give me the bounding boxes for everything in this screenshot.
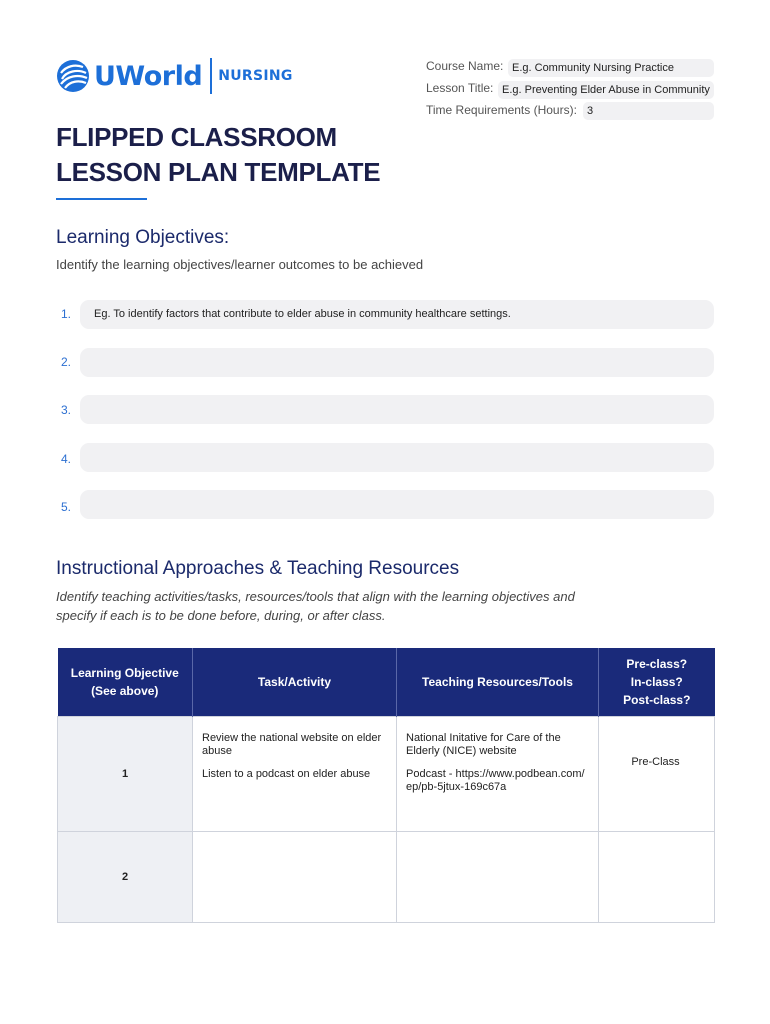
page-title-line1: FLIPPED CLASSROOM (56, 122, 337, 152)
header-timing (599, 648, 715, 717)
objective-number: 1. (61, 307, 72, 321)
resource-text: National Initative for Care of the Elderly (NICE) website (406, 732, 561, 757)
objective-field-1[interactable]: Eg. To identify factors that contribute to elder abuse in community healthcare settings. (80, 300, 714, 329)
header-objective-line2: (See above) (91, 684, 159, 698)
task-text: Listen to a podcast on elder abuse (202, 768, 371, 780)
task-cell[interactable] (193, 717, 397, 832)
table-header-row (58, 648, 715, 717)
objective-number: 5. (61, 500, 72, 514)
instructional-heading: Instructional Approaches & Teaching Resources (56, 558, 460, 579)
page-title-line2: LESSON PLAN TEMPLATE (56, 157, 381, 187)
objective-number: 3. (61, 403, 72, 417)
logo-division-text: NURSING (218, 68, 293, 84)
course-name-field[interactable]: E.g. Community Nursing Practice (508, 59, 714, 77)
header-objective-line1: Learning Objective (70, 666, 179, 680)
lesson-plan-table (57, 648, 715, 923)
learning-objectives-heading: Learning Objectives: (56, 227, 230, 248)
title-underline (56, 198, 147, 200)
header-learning-objective (58, 648, 193, 717)
resource-text: Podcast - https://www.podbean.com/ep/pb-5jtux-169c67a (406, 768, 585, 793)
timing-cell[interactable] (599, 832, 715, 923)
objective-field-3[interactable] (80, 395, 714, 424)
header-timing-line1: Pre-class? (626, 657, 688, 671)
resources-cell[interactable] (397, 717, 599, 832)
table-row (58, 717, 715, 832)
header-task-activity: Task/Activity (193, 648, 397, 717)
instructional-subheading-line1: Identify teaching activities/tasks, resources/tools that align with the learning objectives and (56, 589, 575, 604)
objective-cell[interactable]: 2 (58, 832, 193, 923)
page-title (56, 120, 380, 190)
lesson-title-label: Lesson Title: (426, 81, 494, 95)
time-requirements-field[interactable]: 3 (583, 102, 714, 120)
objective-field-5[interactable] (80, 490, 714, 519)
objective-cell[interactable]: 1 (58, 717, 193, 832)
time-requirements-label: Time Requirements (Hours): (426, 103, 577, 117)
logo-divider (210, 58, 212, 94)
objective-number: 4. (61, 452, 72, 466)
instructional-subheading (56, 587, 575, 625)
brand-logo (56, 56, 293, 96)
lesson-title-field[interactable]: E.g. Preventing Elder Abuse in Community (498, 81, 714, 99)
learning-objectives-subheading: Identify the learning objectives/learner outcomes to be achieved (56, 257, 424, 272)
course-name-label: Course Name: (426, 59, 504, 73)
task-cell[interactable] (193, 832, 397, 923)
header-timing-line2: In-class? (630, 675, 683, 689)
header-teaching-resources: Teaching Resources/Tools (397, 648, 599, 717)
header-timing-line3: Post-class? (623, 693, 691, 707)
logo-brand-text: UWorld (94, 60, 203, 92)
timing-text: Pre-Class (631, 756, 680, 768)
objective-field-2[interactable] (80, 348, 714, 377)
timing-cell[interactable] (599, 717, 715, 832)
resources-cell[interactable] (397, 832, 599, 923)
objective-number: 2. (61, 355, 72, 369)
objective-field-4[interactable] (80, 443, 714, 472)
globe-icon (56, 59, 90, 93)
instructional-subheading-line2: specify if each is to be done before, during, or after class. (56, 608, 386, 623)
table-row (58, 832, 715, 923)
task-text: Review the national website on elder abuse (202, 732, 382, 757)
